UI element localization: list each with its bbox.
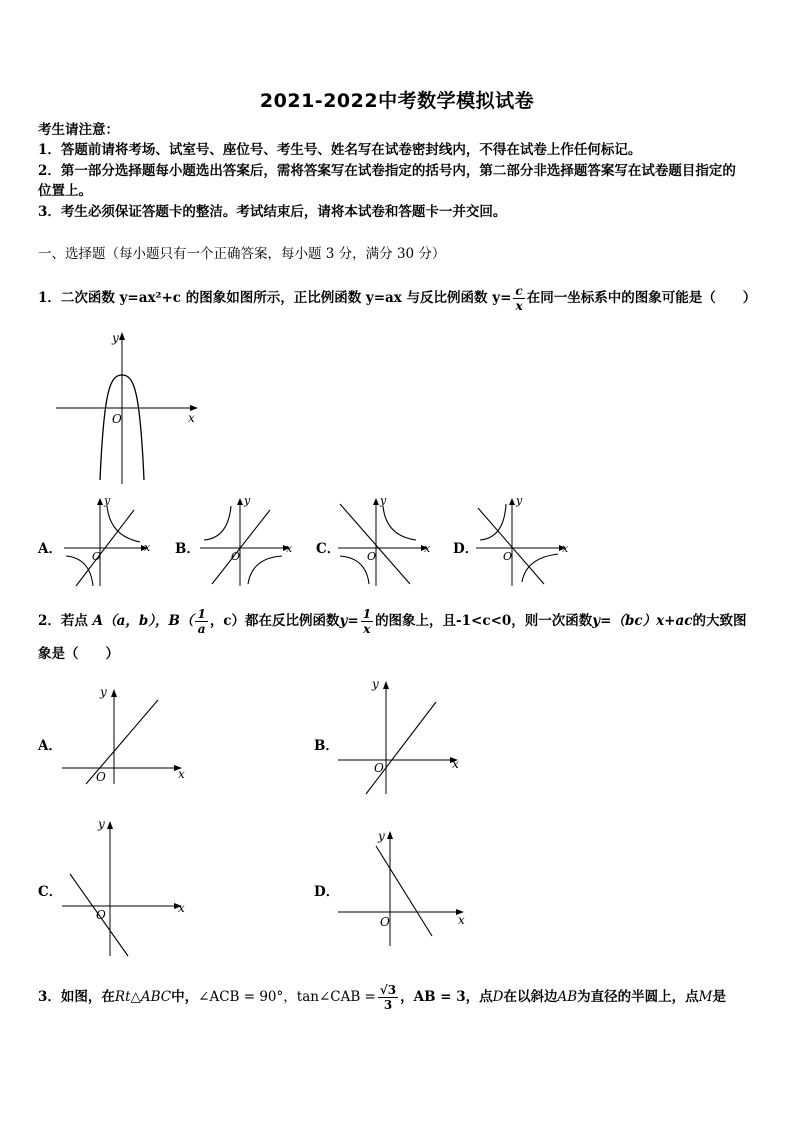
q3-ab: AB bbox=[557, 989, 578, 1005]
q2-frac2-num: 1 bbox=[362, 607, 372, 621]
q3-point-d: D bbox=[492, 989, 504, 1005]
x-axis-label: x bbox=[458, 913, 465, 927]
q3-tan: ，tan∠CAB = bbox=[283, 989, 376, 1005]
q2-point-b-pre: B（ bbox=[168, 613, 194, 629]
q1-fraction bbox=[513, 284, 524, 313]
x-axis-label: x bbox=[188, 411, 195, 425]
q3-fraction bbox=[378, 983, 398, 1012]
q2-option-d-label: D． bbox=[314, 884, 340, 900]
q3-text-e: 为直径的半圆上，点 bbox=[577, 989, 699, 1005]
notice-2-cont: 位置上。 bbox=[38, 183, 92, 199]
q1-option-b-graph bbox=[198, 496, 296, 588]
x-axis-label: x bbox=[424, 542, 431, 555]
y-axis-label: y bbox=[112, 331, 119, 345]
q1-frac-num: c bbox=[515, 284, 523, 298]
q2-fn-y: y= bbox=[339, 613, 359, 629]
origin-label: O bbox=[380, 915, 390, 929]
x-axis-label: x bbox=[452, 757, 459, 771]
notice-heading: 考生请注意： bbox=[38, 122, 119, 138]
q2-option-b-graph bbox=[336, 674, 471, 794]
q3-point-m: M bbox=[698, 989, 713, 1005]
q2-option-a-graph bbox=[60, 684, 195, 784]
question-3 bbox=[38, 983, 726, 1012]
x-axis-label: x bbox=[178, 767, 185, 781]
y-axis-label: y bbox=[98, 817, 105, 831]
y-axis-label: y bbox=[244, 494, 251, 507]
q1-frac-den: x bbox=[515, 299, 523, 313]
question-1 bbox=[38, 284, 756, 313]
q3-text-a: 3．如图，在 bbox=[38, 989, 115, 1005]
x-axis-label: x bbox=[178, 901, 185, 915]
q2-fraction-1 bbox=[195, 607, 207, 636]
origin-label: O bbox=[92, 550, 102, 563]
y-axis-label: y bbox=[516, 494, 523, 507]
notice-3: 3．考生必须保证答题卡的整洁。考试结束后，请将本试卷和答题卡一并交回。 bbox=[38, 204, 507, 220]
q1-option-c-graph bbox=[336, 496, 434, 588]
q3-triangle: Rt△ABC bbox=[114, 989, 172, 1005]
q3-frac-num: √3 bbox=[379, 983, 397, 997]
q2-option-c-graph bbox=[60, 816, 195, 956]
q1-option-d-graph bbox=[474, 496, 572, 588]
x-axis-label: x bbox=[562, 542, 569, 555]
q2-frac2-den: x bbox=[363, 622, 371, 636]
q1-main-graph bbox=[52, 330, 202, 485]
question-2 bbox=[38, 607, 746, 636]
origin-label: O bbox=[374, 761, 384, 775]
page-title: 2021-2022中考数学模拟试卷 bbox=[259, 90, 535, 112]
q1-option-a-graph bbox=[62, 496, 154, 588]
q1-text-a: 1．二次函数 y=ax²+c 的图象如图所示，正比例函数 y=ax 与反比例函数 y= bbox=[38, 290, 512, 306]
q2-text-c: 的大致图 bbox=[692, 613, 747, 629]
notice-2: 2．第一部分选择题每小题选出答案后，需将答案写在试卷指定的括号内，第二部分非选择题答案写在试卷题目指定的 bbox=[38, 163, 736, 179]
y-axis-label: y bbox=[100, 685, 107, 699]
q2-point-b-post: ，c）都在反比例函数 bbox=[209, 613, 340, 629]
q3-frac-den: 3 bbox=[383, 998, 393, 1012]
x-axis-label: x bbox=[286, 542, 293, 555]
q2-fraction-2 bbox=[361, 607, 373, 636]
q3-text-b: 中， bbox=[171, 989, 199, 1005]
q2-line-2: 象是（ ） bbox=[38, 646, 119, 662]
q3-text-c: ，AB = 3，点 bbox=[400, 989, 493, 1005]
q1-option-b-label: B． bbox=[175, 541, 200, 557]
q1-option-c-label: C． bbox=[316, 541, 341, 557]
q2-option-d-graph bbox=[336, 826, 471, 946]
q2-option-c-label: C． bbox=[38, 884, 63, 900]
q2-option-b-label: B． bbox=[314, 738, 339, 754]
origin-label: O bbox=[367, 550, 377, 563]
q2-linear-fn: y=（bc）x+ac bbox=[592, 613, 693, 629]
q2-text-a: 2．若点 bbox=[38, 613, 88, 629]
origin-label: O bbox=[231, 550, 241, 563]
origin-label: O bbox=[112, 412, 122, 426]
notice-1: 1．答题前请将考场、试室号、座位号、考生号、姓名写在试卷密封线内，不得在试卷上作任何标记。 bbox=[38, 142, 642, 158]
section-heading: 一、选择题（每小题只有一个正确答案，每小题 3 分，满分 30 分） bbox=[38, 246, 446, 262]
origin-label: O bbox=[96, 770, 106, 784]
q1-option-a-label: A． bbox=[38, 541, 62, 557]
q2-frac1-num: 1 bbox=[197, 607, 206, 621]
q3-text-f: 是 bbox=[712, 989, 726, 1005]
origin-label: O bbox=[96, 908, 106, 922]
q1-text-b: 在同一坐标系中的图象可能是（ ） bbox=[526, 290, 757, 306]
q3-text-d: 在以斜边 bbox=[503, 989, 558, 1005]
y-axis-label: y bbox=[378, 829, 385, 843]
q3-angle: ∠ACB = 90° bbox=[198, 989, 284, 1005]
origin-label: O bbox=[503, 550, 513, 563]
y-axis-label: y bbox=[372, 677, 379, 691]
q2-option-a-label: A． bbox=[38, 738, 62, 754]
q2-frac1-den: a bbox=[197, 622, 206, 636]
q2-point-a: A（a，b）， bbox=[92, 613, 169, 629]
y-axis-label: y bbox=[104, 494, 111, 507]
x-axis-label: x bbox=[144, 541, 151, 554]
q1-option-d-label: D． bbox=[453, 541, 479, 557]
y-axis-label: y bbox=[380, 494, 387, 507]
q2-text-b: 的图象上，且-1<c<0，则一次函数 bbox=[375, 613, 593, 629]
